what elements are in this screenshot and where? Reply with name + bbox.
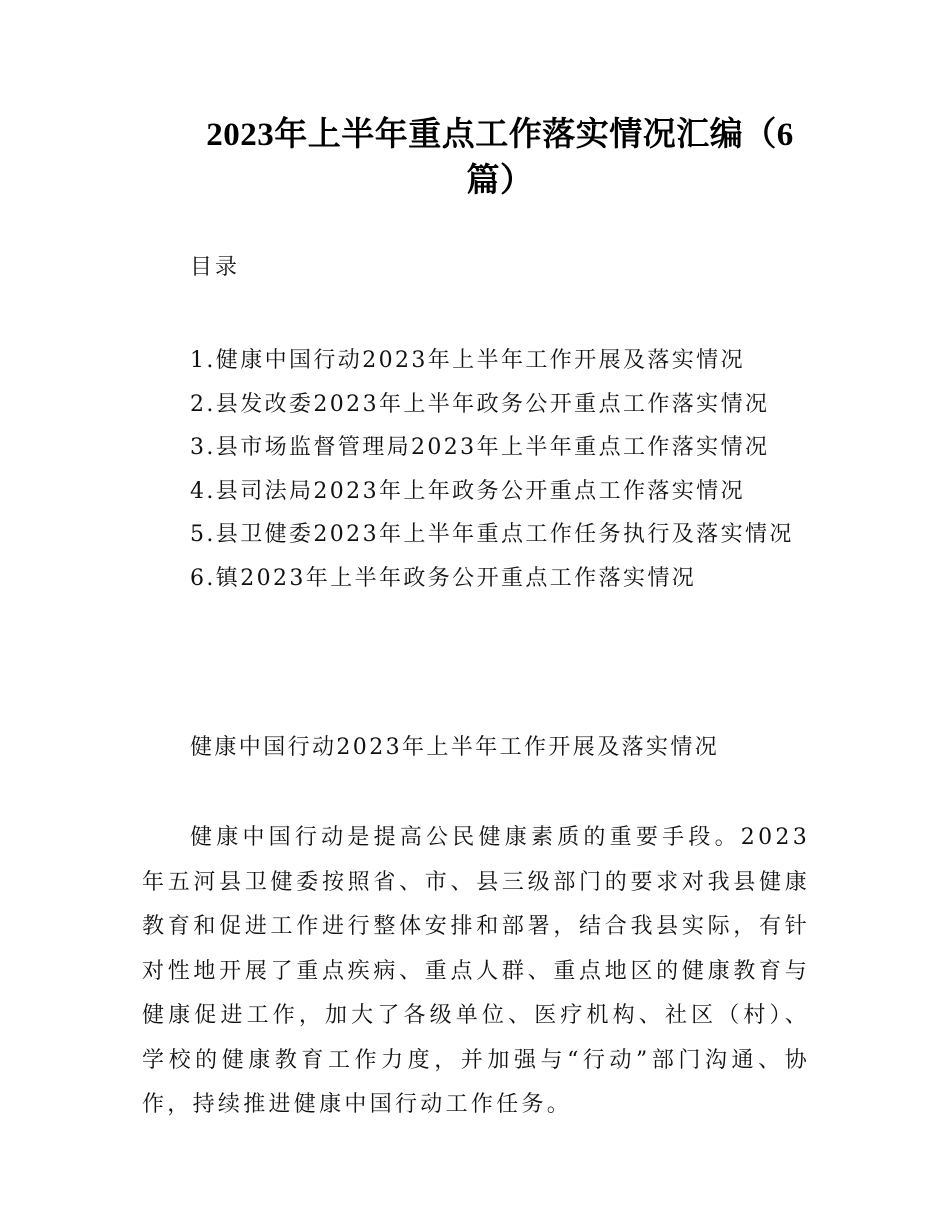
toc-item: 1.健康中国行动2023年上半年工作开展及落实情况 — [190, 348, 745, 373]
body-paragraph: 健康中国行动是提高公民健康素质的重要手段。2023年五河县卫健委按照省、市、县三级部门的要求对我县健康教育和促进工作进行整体安排和部署，结合我县实际，有针对性地开展了重点疾病、重点人群、重点地区的健康教育与健康促进工作，加大了各级单位、医疗机构、社区（村）、学校的健康教育工作力度，并加强与“行动”部门沟通、协作，持续推进健康中国行动工作任务。 — [142, 825, 810, 1117]
toc-item: 6.镇2023年上半年政务公开重点工作落实情况 — [190, 565, 697, 591]
toc-item: 5.县卫健委2023年上半年重点工作任务执行及落实情况 — [190, 522, 794, 547]
section-heading: 健康中国行动2023年上半年工作开展及落实情况 — [190, 735, 720, 760]
toc-item: 4.县司法局2023年上年政务公开重点工作落实情况 — [190, 478, 745, 504]
toc-heading: 目录 — [190, 255, 241, 280]
toc-item: 2.县发改委2023年上半年政务公开重点工作落实情况 — [190, 391, 770, 417]
toc-item: 3.县市场监督管理局2023年上半年重点工作落实情况 — [190, 435, 770, 460]
table-of-contents — [190, 339, 830, 600]
document-title: 2023年上半年重点工作落实情况汇编（6篇） — [206, 117, 794, 199]
